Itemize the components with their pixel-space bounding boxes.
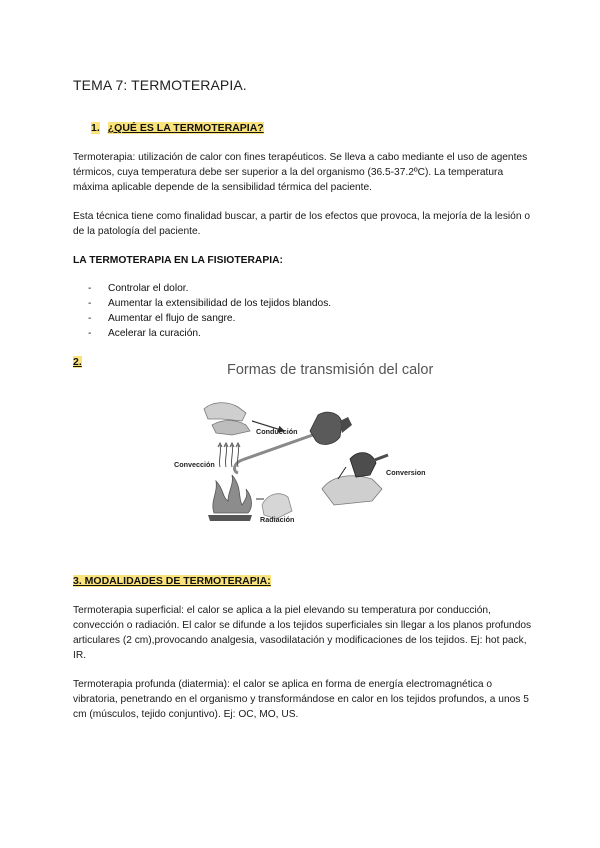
heat-transmission-figure — [172, 355, 457, 530]
section-3-heading — [73, 575, 271, 587]
list-item: - Aumentar la extensibilidad de los tejidos blandos. — [88, 296, 331, 311]
section-1-heading — [91, 122, 264, 134]
fisio-list — [88, 281, 331, 341]
section-3-paragraph-2: Termoterapia profunda (diatermia): el calor se aplica en forma de energía electromagnética o vibratoria, penetrando en el organismo y transformándose en calor en los tejidos profundos, a unos 5 cm (músculos, tejido conjuntivo). Ej: OC, MO, US. — [73, 679, 529, 720]
section-2-heading — [73, 356, 82, 368]
section-1-number: 1. — [91, 122, 100, 134]
label-conveccion: Convección — [174, 460, 215, 469]
label-conduccion: Conducción — [256, 427, 298, 436]
section-3-paragraph-1: Termoterapia superficial: el calor se aplica a la piel elevando su temperatura por conducción, convección o radiación. El calor se difunde a los tejidos superficiales sin llegar a los planos profundos articulares (2 cm),provocando analgesia, vasodilatación y modificaciones de los tejidos. Ej: hot pack, IR. — [73, 605, 532, 661]
label-radiacion: Radiación — [260, 515, 295, 524]
section-1-title: ¿QUÉ ES LA TERMOTERAPIA? — [107, 122, 264, 134]
conversion-illustration — [322, 453, 388, 505]
conduction-illustration — [204, 403, 352, 473]
figure-title: Formas de transmisión del calor — [227, 362, 434, 378]
section-3-title: 3. MODALIDADES DE TERMOTERAPIA: — [73, 575, 271, 587]
list-item: - Acelerar la curación. — [88, 326, 331, 341]
label-conversion: Conversion — [386, 468, 426, 477]
section-1-paragraph-2: Esta técnica tiene como finalidad buscar, a partir de los efectos que provoca, la mejoría de la lesión o de la patología del paciente. — [73, 211, 530, 237]
section-1-paragraph-1: Termoterapia: utilización de calor con fines terapéuticos. Se lleva a cabo mediante el uso de agentes térmicos, cuya temperatura debe ser superior a la del organismo (36.5-37.2ºC). La temperatura máxima aplicable depende de la sensibilidad térmica del paciente. — [73, 152, 528, 193]
fisio-heading: LA TERMOTERAPIA EN LA FISIOTERAPIA: — [73, 255, 283, 266]
list-item: - Aumentar el flujo de sangre. — [88, 311, 331, 326]
section-2-number: 2. — [73, 356, 82, 368]
page-title: TEMA 7: TERMOTERAPIA. — [73, 77, 247, 93]
list-item: - Controlar el dolor. — [88, 281, 331, 296]
